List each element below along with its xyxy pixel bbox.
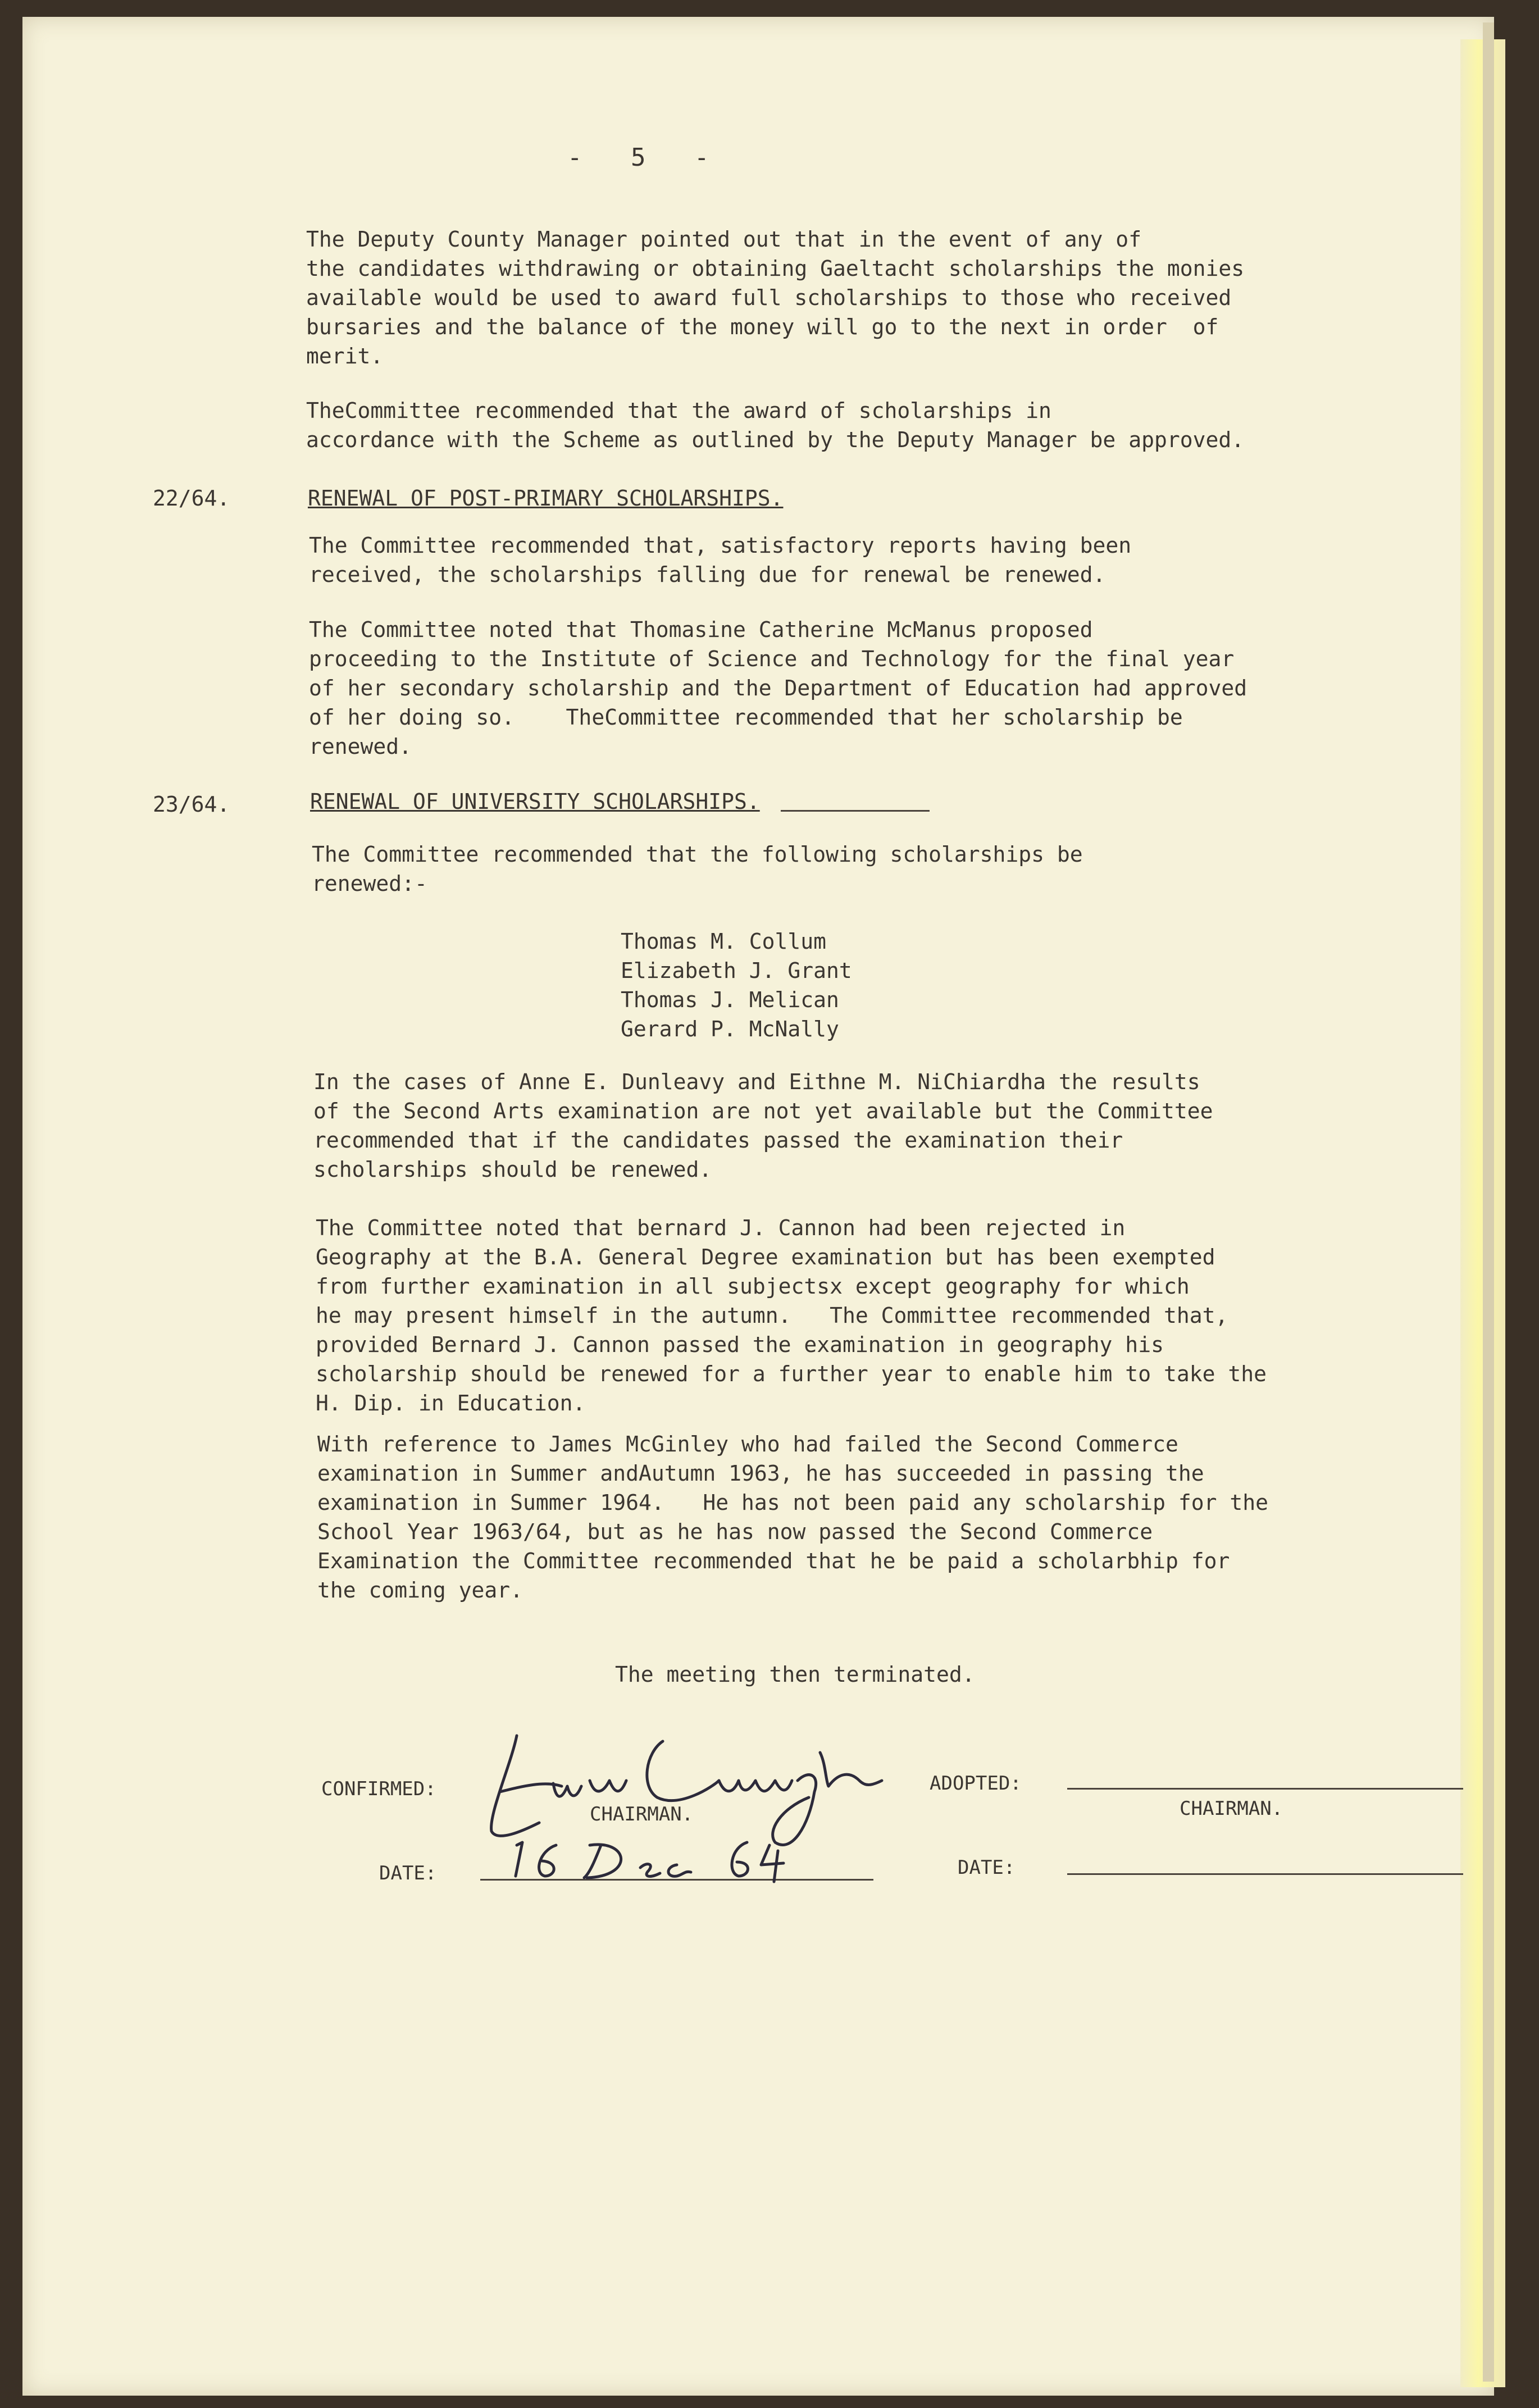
heading-university: RENEWAL OF UNIVERSITY SCHOLARSHIPS. [310, 789, 760, 814]
university-intro-paragraph: The Committee recommended that the following scholarships be renewed:- [312, 842, 1083, 896]
list-item: Thomas M. Collum [621, 929, 827, 954]
renewed-names-list [621, 927, 852, 1044]
heading-post-primary: RENEWAL OF POST-PRIMARY SCHOLARSHIPS. [308, 486, 784, 511]
document-page [22, 17, 1494, 2396]
deputy-manager-paragraph: The Deputy County Manager pointed out that in the event of any of the candidates withdrawing or obtaining Gaeltacht scholarships the monies available would be used to award full scholarships to those who received bursaries and the balance of the money will go to the next in order of merit. [306, 227, 1245, 368]
chairman-label-left: CHAIRMAN. [590, 1803, 694, 1826]
binding-edge [1483, 22, 1494, 2382]
post-primary-paragraph-1: The Committee recommended that, satisfactory reports having been received, the scholarships falling due for renewal be renewed. [309, 533, 1132, 587]
date-line-right [1067, 1873, 1463, 1875]
mcginley-paragraph: With reference to James McGinley who had failed the Second Commerce examination in Summer andAutumn 1963, he has succeeded in passing the examination in Summer 1964. He has not been paid any scholarship for the School Year 1963/64, but as he has now passed the Second Commerce Examination the Committee recommended that he be paid a scholarbhip for the coming year. [317, 1432, 1268, 1603]
handwritten-date [506, 1828, 820, 1890]
adopted-label: ADOPTED: [930, 1772, 1022, 1795]
cannon-paragraph: The Committee noted that bernard J. Cannon had been rejected in Geography at the B.A. General Degree examination but has been exempted from further examination in all subjectsx except geography for which he may present himself in the autumn. The Committee recommended that, provided Bernard J. Cannon passed the examination in geography his scholarship should be renewed for a further year to enable him to take the H. Dip. in Education. [316, 1216, 1267, 1415]
heading-underline-extension [781, 810, 930, 812]
second-arts-paragraph: In the cases of Anne E. Dunleavy and Eithne M. NiChiardha the results of the Second Arts examination are not yet available but the Committee recommended that if the candidates passed the examination their scholarships should be renewed. [313, 1069, 1213, 1182]
committee-scheme-paragraph: TheCommittee recommended that the award of scholarships in accordance with the Scheme as outlined by the Deputy Manager be approved. [306, 398, 1245, 452]
minute-number-22: 22/64. [153, 486, 230, 511]
closing-line: The meeting then terminated. [615, 1662, 975, 1687]
minute-number-23: 23/64. [153, 792, 230, 817]
chairman-label-right: CHAIRMAN. [1180, 1797, 1283, 1820]
list-item: Thomas J. Melican [621, 987, 839, 1012]
adopted-signature-line [1067, 1788, 1463, 1790]
post-primary-paragraph-2: The Committee noted that Thomasine Catherine McManus proposed proceeding to the Institute of Science and Technology for the final year of her secondary scholarship and the Department of Education had approved of her doing so. TheCommittee recommended that her scholarship be renewed. [309, 617, 1247, 759]
list-item: Elizabeth J. Grant [621, 958, 852, 983]
date-label-right: DATE: [958, 1856, 1016, 1879]
page-number: - 5 - [567, 143, 726, 172]
list-item: Gerard P. McNally [621, 1017, 839, 1041]
date-label-left: DATE: [379, 1862, 437, 1884]
confirmed-label: CONFIRMED: [321, 1778, 436, 1800]
